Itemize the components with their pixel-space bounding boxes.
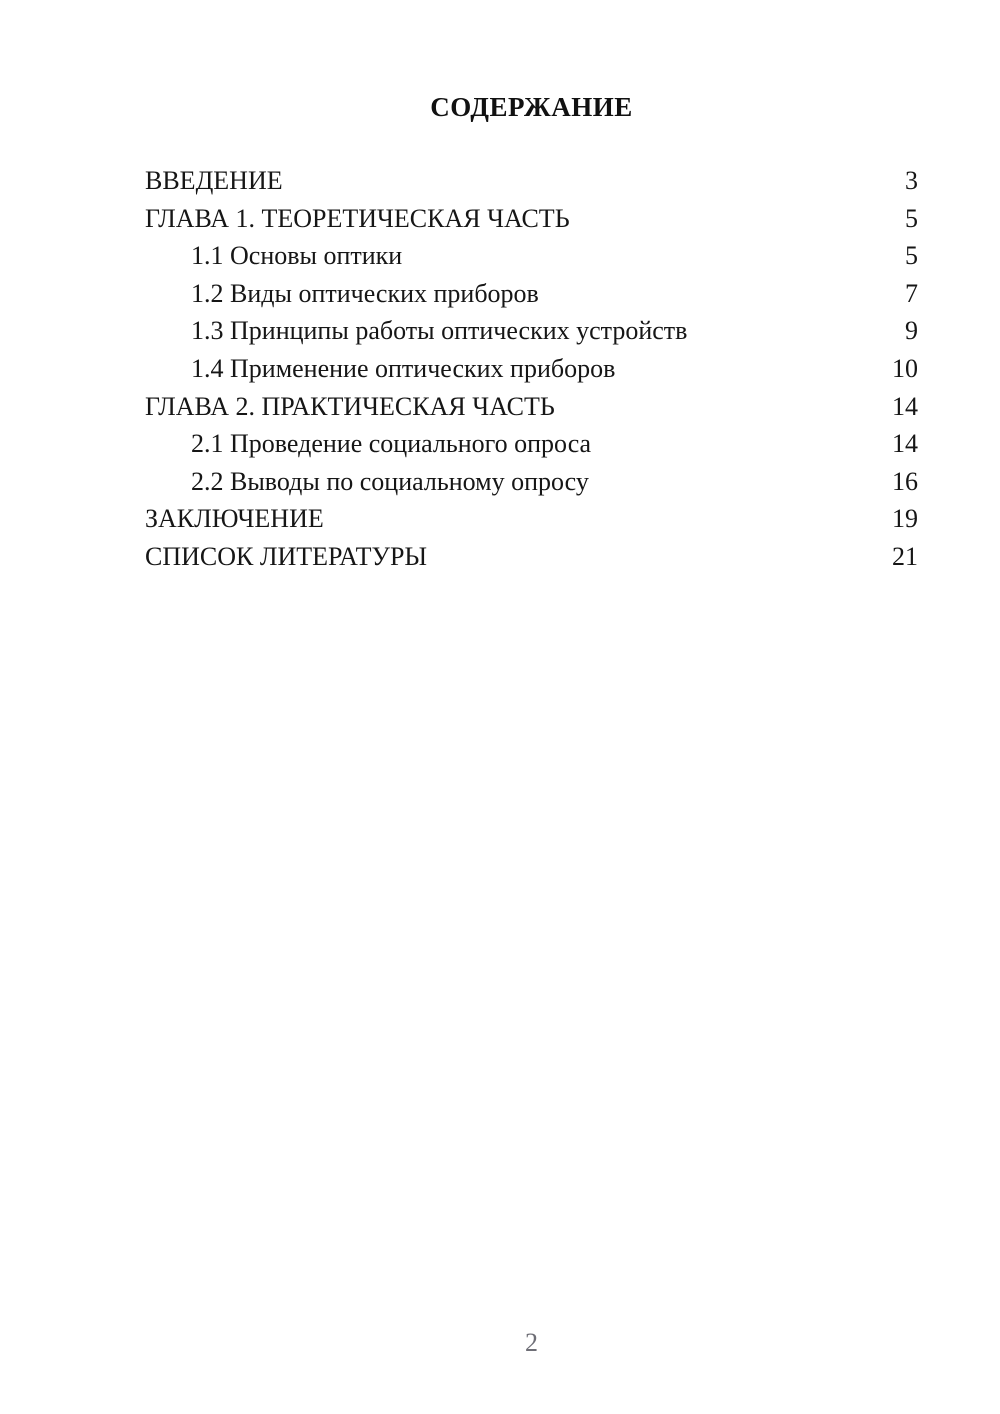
toc-entry-page-number: 16 (892, 466, 918, 496)
toc-entry-label: 2.1 Проведение социального опроса (191, 429, 592, 459)
toc-entry-page-number: 21 (892, 541, 918, 571)
toc-entry (145, 350, 918, 388)
toc-entry-page-number: 5 (905, 203, 918, 233)
toc-entry-label: ГЛАВА 1. ТЕОРЕТИЧЕСКАЯ ЧАСТЬ (145, 203, 570, 233)
toc-entry-page-number: 3 (905, 166, 918, 195)
toc-entry-page-number: 14 (892, 391, 918, 421)
toc-entry-page-number: 10 (892, 353, 918, 383)
toc-entry-page-number: 14 (892, 429, 918, 459)
toc-entry-label: 1.3 Принципы работы оптических устройств (191, 316, 688, 346)
toc-entry (145, 425, 918, 463)
toc-entry-label: 1.4 Применение оптических приборов (191, 353, 616, 383)
toc-entry-label: ВВЕДЕНИЕ (145, 166, 283, 195)
toc-entry (145, 463, 918, 501)
toc-entry (145, 388, 918, 426)
toc-entry (145, 538, 918, 576)
toc-entry (145, 312, 918, 350)
toc-entry (145, 275, 918, 313)
toc-entry-label: ГЛАВА 2. ПРАКТИЧЕСКАЯ ЧАСТЬ (145, 391, 555, 421)
page-number-footer: 2 (525, 1328, 538, 1357)
toc-entry-label: 1.1 Основы оптики (191, 241, 403, 271)
toc-entry (145, 237, 918, 275)
toc-entry-page-number: 7 (905, 278, 918, 308)
page-title: СОДЕРЖАНИЕ (430, 92, 633, 122)
toc-entry-label: ЗАКЛЮЧЕНИЕ (145, 504, 324, 534)
toc-entry-page-number: 9 (905, 316, 918, 346)
toc-entry-label: 2.2 Выводы по социальному опросу (191, 466, 589, 496)
toc-entry (145, 162, 918, 200)
toc-entry (145, 500, 918, 538)
toc-entry (145, 200, 918, 238)
toc-entry-label: 1.2 Виды оптических приборов (191, 278, 539, 308)
toc-entry-page-number: 5 (905, 241, 918, 271)
toc-entry-page-number: 19 (892, 504, 918, 534)
toc-entry-label: СПИСОК ЛИТЕРАТУРЫ (145, 541, 428, 571)
table-of-contents (145, 162, 918, 576)
